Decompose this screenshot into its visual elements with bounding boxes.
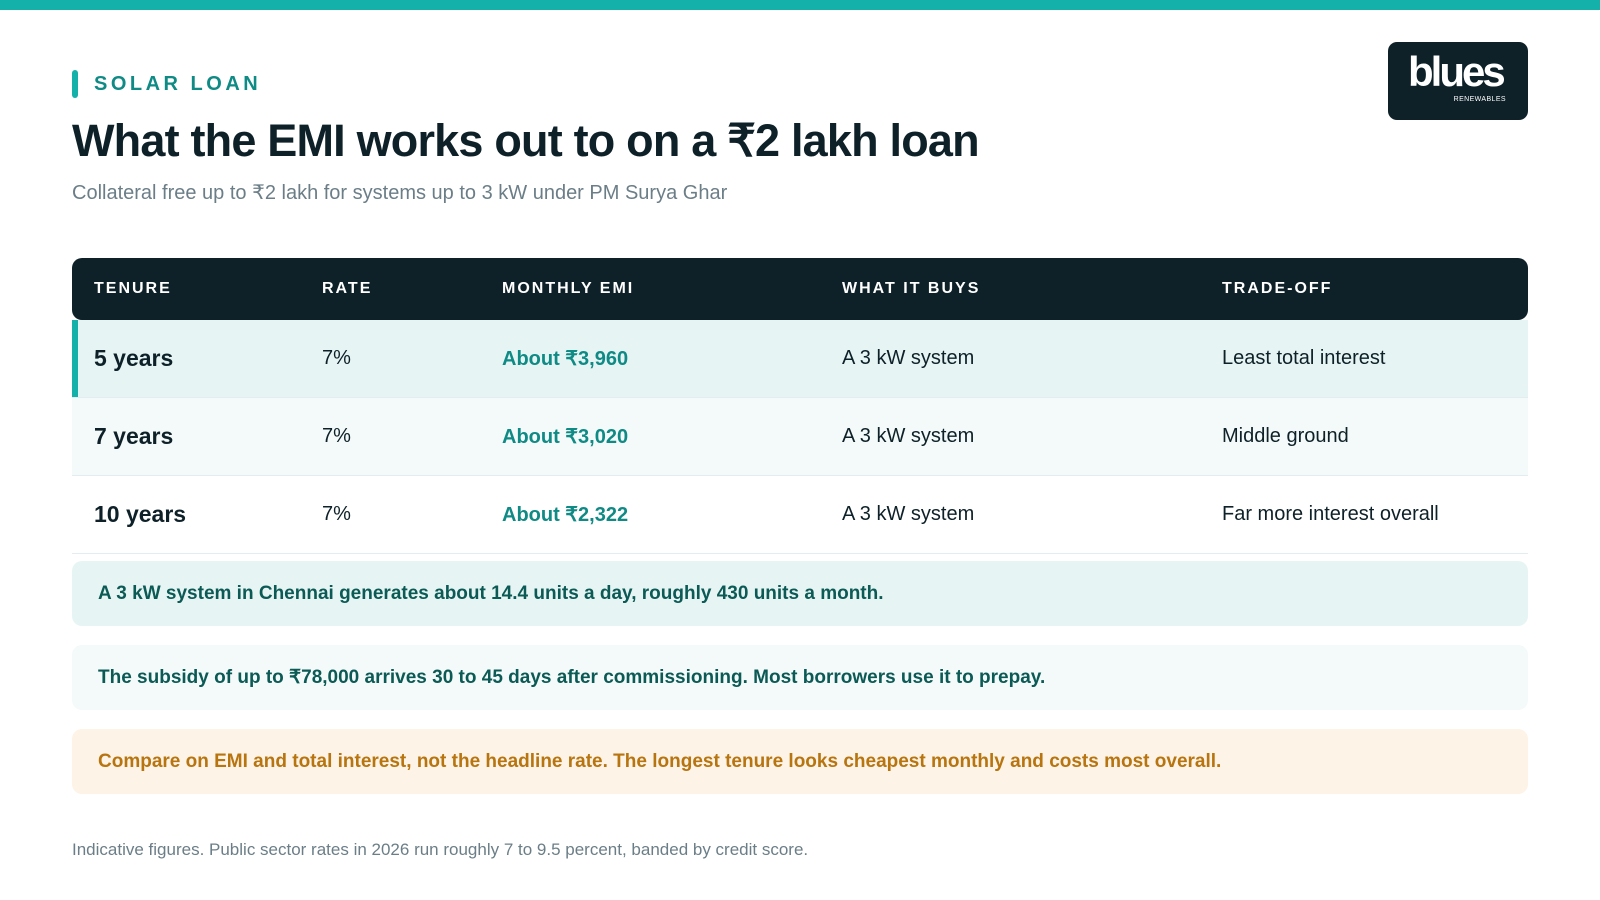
top-accent-bar [0,0,1600,10]
table-row [72,398,1528,476]
cell-trade-off: Far more interest overall [1222,503,1439,525]
cell-tenure: 5 years [94,345,174,371]
cell-rate: 7% [322,503,351,525]
emi-table [72,258,1528,554]
cell-what-it-buys: A 3 kW system [842,503,975,525]
cell-what-it-buys: A 3 kW system [842,347,975,369]
logo-wordmark: blues [1408,48,1503,95]
cell-trade-off: Least total interest [1222,347,1386,369]
table-row [72,320,1528,398]
note-generation: A 3 kW system in Chennai generates about 14.4 units a day, roughly 430 units a month. [72,561,1528,626]
cell-tenure: 7 years [94,423,174,449]
cell-what-it-buys: A 3 kW system [842,425,975,447]
row-highlight-marker [72,320,78,397]
cell-rate: 7% [322,425,351,447]
cell-emi: About ₹3,960 [502,348,629,370]
page-subtitle: Collateral free up to ₹2 lakh for systems up to 3 kW under PM Surya Ghar [72,182,728,204]
logo-subtext: RENEWABLES [1453,96,1506,103]
header-monthly-emi: MONTHLY EMI [502,280,635,297]
footnote: Indicative figures. Public sector rates in 2026 run roughly 7 to 9.5 percent, banded by credit score. [72,840,809,859]
note-subsidy: The subsidy of up to ₹78,000 arrives 30 to 45 days after commissioning. Most borrowers use it to prepay. [72,645,1528,710]
header-what-it-buys: WHAT IT BUYS [842,280,981,297]
eyebrow-label: SOLAR LOAN [94,72,262,95]
header-trade-off: TRADE-OFF [1222,280,1333,297]
cell-trade-off: Middle ground [1222,425,1349,447]
cell-emi: About ₹3,020 [502,426,629,448]
cell-emi: About ₹2,322 [502,504,629,526]
eyebrow-accent [72,70,78,98]
page-title: What the EMI works out to on a ₹2 lakh loan [72,115,979,166]
cell-rate: 7% [322,347,351,369]
brand-logo [1388,42,1528,120]
table-header [72,258,1528,320]
table-row [72,476,1528,554]
header-rate: RATE [322,280,373,297]
header-tenure: TENURE [94,280,172,297]
cell-tenure: 10 years [94,501,187,527]
note-warning: Compare on EMI and total interest, not the headline rate. The longest tenure looks cheapest monthly and costs most overall. [72,729,1528,794]
eyebrow [72,70,261,98]
